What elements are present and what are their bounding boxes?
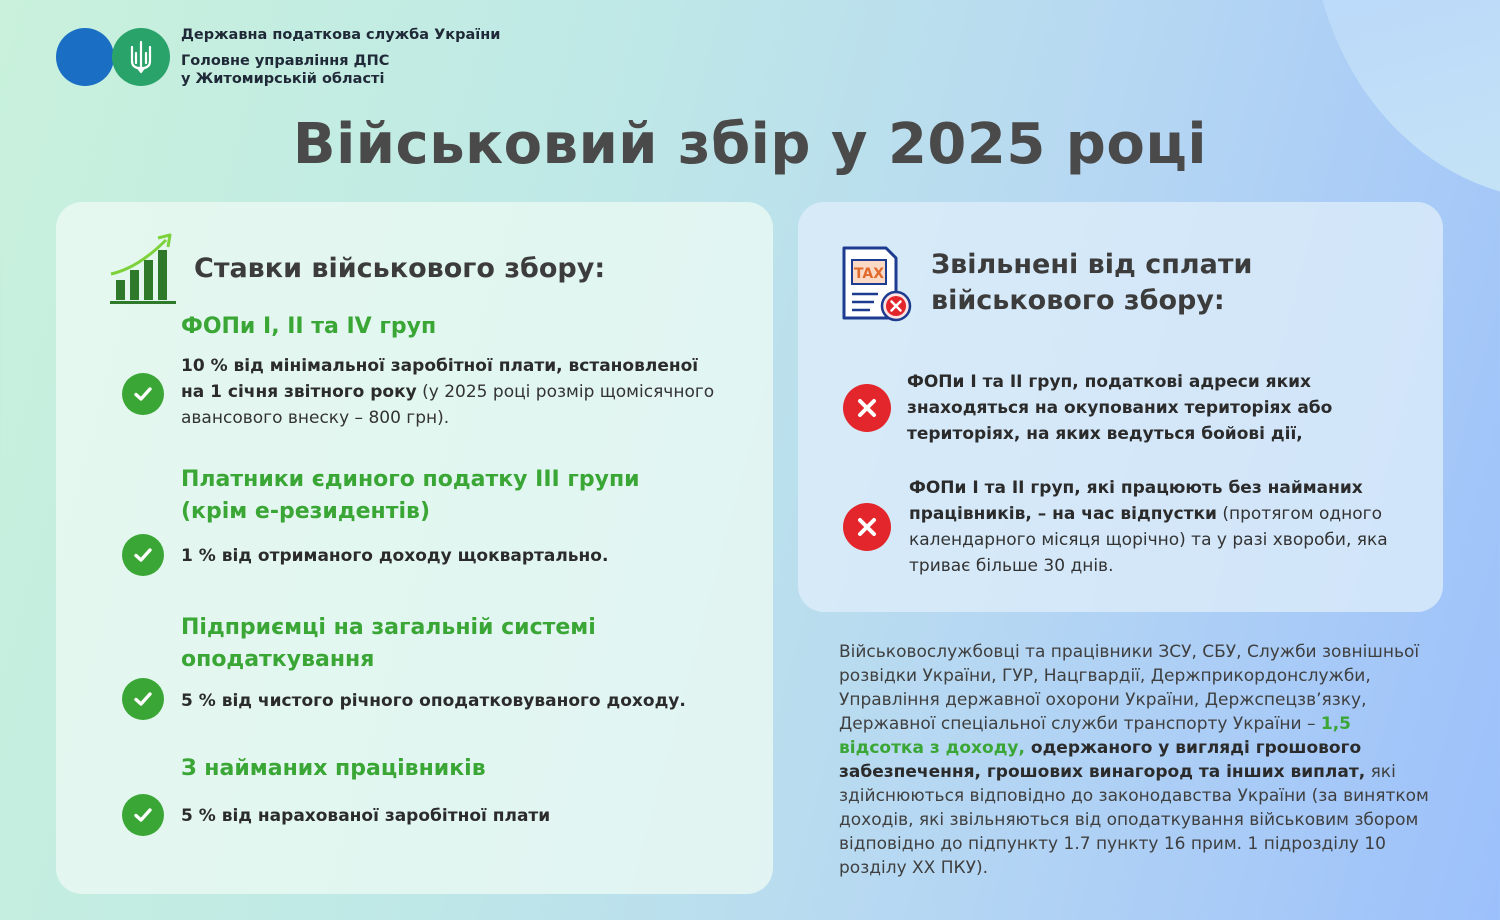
group-2-title-line-2: (крім е-резидентів) [181, 499, 430, 524]
cross-icon [843, 503, 891, 551]
rates-heading: Ставки військового збору: [194, 253, 606, 284]
group-3-title [181, 612, 596, 676]
group-1-title: ФОПи I, II та IV груп [181, 314, 437, 339]
org-line-1: Державна податкова служба України [181, 27, 501, 43]
logo-blue-circle [56, 28, 114, 86]
group-2-title [181, 464, 640, 528]
military-personnel-paragraph [839, 640, 1439, 880]
paragraph-text-1: Військовослужбовці та працівники ЗСУ, СБУ, Служби зовнішньої розвідки України, ГУР, Нацгвардії, Держприкордонслужби, Управління державної охорони України, Держспецзв’язку, Державної спеціальної служби транспорту України – [839, 642, 1420, 734]
group-4-text-bold: 5 % від нарахованої заробітної плати [181, 806, 551, 826]
group-2-text [181, 543, 608, 569]
group-3-title-line-2: оподаткування [181, 647, 375, 672]
growth-chart-icon [108, 232, 180, 310]
group-3-text [181, 688, 686, 714]
group-3-text-bold: 5 % від чистого річного оподатковуваного доходу. [181, 691, 686, 711]
check-icon [122, 678, 164, 720]
exemptions-heading-line-1: Звільнені від сплати [931, 249, 1253, 280]
exemption-2-text [909, 475, 1414, 579]
paragraph-bold: одержаного у вигляді грошового забезпечення, грошових винагород та інших виплат, [839, 738, 1366, 782]
group-1-text [181, 353, 721, 431]
exemption-1-text [907, 369, 1377, 447]
group-3-title-line-1: Підприємці на загальній системі [181, 615, 596, 640]
group-4-text [181, 803, 550, 829]
tax-label: TAX [853, 266, 885, 282]
cross-icon [843, 384, 891, 432]
group-2-text-bold: 1 % від отриманого доходу щоквартально. [181, 546, 609, 566]
group-1-text-bold: 10 % від мінімальної заробітної плати, встановленої на 1 січня звітного року [181, 356, 699, 402]
group-2-title-line-1: Платники єдиного податку III групи [181, 467, 640, 492]
org-line-3: у Житомирській області [181, 71, 385, 87]
group-1-text-normal: (у 2025 році розмір щомісячного авансового внеску – 800 грн). [181, 382, 715, 428]
group-4-title: З найманих працівників [181, 756, 486, 781]
exemptions-heading [931, 247, 1252, 319]
paragraph-text-2: які здійснюються відповідно до законодавства України (за винятком доходів, які звільняються від оподаткування військовим збором відповідно до підпункту 1.7 пункту 16 прим. 1 підрозділу 10 розділу XX ПКУ). [839, 762, 1429, 878]
page-title: Військовий збір у 2025 році [292, 112, 1208, 177]
check-icon [122, 794, 164, 836]
exemption-2-text-bold: ФОПи І та ІІ груп, які працюють без найманих працівників, – на час відпустки [909, 478, 1363, 524]
tax-document-icon [840, 244, 914, 328]
org-line-2: Головне управління ДПС [181, 53, 390, 69]
exemption-1-text-bold: ФОПи І та ІІ груп, податкові адреси яких знаходяться на окупованих територіях або територіях, на яких ведуться бойові дії, [907, 372, 1333, 444]
exemption-2-text-normal: (протягом одного календарного місяця щорічно) та у разі хвороби, яка триває більше 30 днів. [909, 504, 1388, 576]
trident-logo-icon [112, 28, 170, 86]
check-icon [122, 373, 164, 415]
paragraph-highlight: 1,5 відсотка з доходу, [839, 714, 1352, 758]
exemptions-heading-line-2: військового збору: [931, 285, 1225, 316]
check-icon [122, 534, 164, 576]
organization-name [181, 26, 500, 88]
